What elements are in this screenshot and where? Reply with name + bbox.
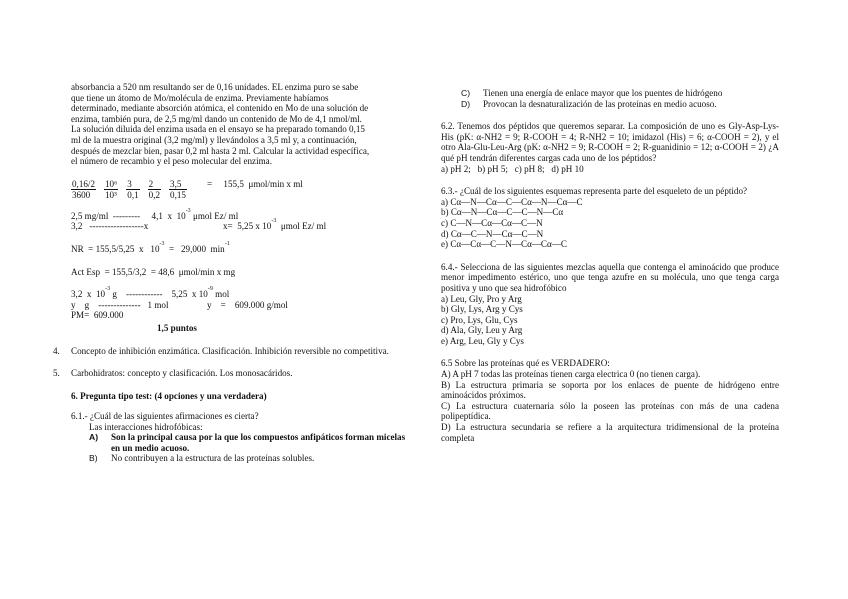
- question-6-5: [441, 358, 779, 443]
- pm-line: PM= 609.000: [71, 310, 124, 321]
- question-text: 6.1.- ¿Cuál de las siguientes afirmaciones es cierta?: [71, 411, 259, 422]
- question-6-2-options: a) pH 2; b) pH 5; c) pH 8; d) pH 10: [441, 163, 584, 174]
- calc-line: 2,5 mg/ml --------- 4,1 x 10 -3 μmol Ez/ ml: [71, 207, 239, 221]
- option: a) Leu, Gly, Pro y Arg: [441, 293, 522, 304]
- fraction: 2 0,2: [148, 178, 161, 201]
- option: e) Cα—Cα—C—N—Cα—Cα—C: [441, 239, 567, 250]
- answer-a: A) Son la principal causa por la que los compuestos anfipáticos forman micelas en un medio acuoso.: [89, 432, 406, 453]
- left-column: [53, 82, 407, 464]
- option: D) La estructura secundaria se refiere a la arquitectura tridimensional de la proteína completa: [441, 422, 779, 443]
- question-6-2: 6.2. Tenemos dos péptidos que queremos separar. La composición de uno es Gly-Asp-Lys-His (pK: α-NH2 = 9; R-COOH = 4; R-NH2 = 10; imidazol (His) = 6; α-COOH = 2), y el otro Ala-Glu-Leu-Arg (pK: α-NH2 = 9; R-COOH = 2; R-guanidinio = 12; α-COOH = 2) ¿A qué pH tendrán diferentes cargas cada uno de los péptidos?: [441, 121, 779, 163]
- item-4: 4. Concepto de inhibición enzimática. Clasificación. Inhibición reversible no competitiva.: [53, 345, 389, 356]
- answer-c: C) Tienen una energía de enlace mayor que los puentes de hidrógeno: [461, 88, 723, 98]
- option: d) Cα—C—N—Cα—C—N: [441, 228, 544, 239]
- nr-calc: NR = 155,5/5,25 x 10 -3 = 29,000 min -1: [71, 240, 230, 254]
- fraction: 0,16/2 3600: [72, 178, 95, 201]
- question-6-3: [441, 186, 779, 250]
- option: a) Cα—N—Cα—C—Cα—N—Cα—C: [441, 196, 583, 207]
- item-6: 6. Pregunta tipo test: (4 opciones y una verdadera): [71, 390, 267, 401]
- pm-line: y g -------------- 1 mol y = 609.000 g/mol: [71, 299, 288, 310]
- intro-line: que tiene un átomo de Mo/molécula de enzima. Previamente habíamos: [71, 92, 329, 103]
- fraction: 10⁶ 10³: [105, 178, 118, 201]
- intro-line: después de mezclar bien, pasar 0,2 ml hasta 2 ml. Calcular la actividad específica,: [71, 145, 370, 156]
- option: c) Pro, Lys, Glu, Cys: [441, 314, 518, 325]
- intro-line: enzima, también pura, de 2,5 mg/ml dando un contenido de Mo de 4,1 nmol/ml.: [71, 113, 362, 124]
- option: b) Cα—N—Cα—C—C—N—Cα: [441, 207, 564, 218]
- fraction: 3 0,1: [127, 178, 139, 201]
- points-label: 1,5 puntos: [157, 322, 197, 333]
- question-6-1: [71, 411, 407, 464]
- fraction-result: = 155,5 μmol/min x ml: [206, 178, 303, 189]
- question-text: 6.5 Sobre las proteínas qué es VERDADERO:: [441, 358, 610, 369]
- question-6-4: [441, 262, 779, 347]
- problem-intro: [71, 82, 407, 167]
- option: A) A pH 7 todas las proteínas tienen carga electrica 0 (no tienen carga).: [441, 369, 701, 380]
- option: B) La estructura primaria se soporta por los enlaces de puente de hidrógeno entre aminoácidos próximos.: [441, 379, 779, 401]
- act-esp-calc: Act Esp = 155,5/3,2 = 48,6 μmol/min x mg: [71, 266, 236, 277]
- option: e) Arg, Leu, Gly y Cys: [441, 335, 524, 346]
- calc-line: 3,2 ------------------x x= 5,25 x 10 -3 μmol Ez/ ml: [71, 218, 327, 232]
- intro-line: el número de recambio y el peso molecular del enzima.: [71, 156, 272, 167]
- question-text: 6.4.- Selecciona de las siguientes mezclas aquella que contenga el aminoácido que produce menor impedimento estérico, uno que tenga azufre en su molécula, uno que tenga carga positiva y uno que sea hidrofóbico: [441, 261, 779, 293]
- option: d) Ala, Gly, Leu y Arg: [441, 325, 523, 336]
- fraction-calculation: [71, 179, 407, 201]
- option: c) C—N—Cα—Cα—C—N: [441, 217, 543, 228]
- right-column: [441, 88, 779, 443]
- item-5: 5. Carbohidratos: concepto y clasificación. Los monosacáridos.: [53, 368, 293, 379]
- option: C) La estructura cuaternaria sólo la poseen las proteínas con más de una cadena polipeptídica.: [441, 400, 779, 422]
- answer-b: B) No contribuyen a la estructura de las proteínas solubles.: [89, 453, 315, 464]
- fraction: $\frac{3,5}{0,15}$: [170, 178, 186, 201]
- intro-line: La solución diluida del enzima usada en el ensayo se ha preparado tomando 0,15: [71, 124, 365, 135]
- question-text: 6.3.- ¿Cuál de los siguientes esquemas representa parte del esqueleto de un péptido?: [441, 186, 748, 197]
- pm-line: 3,2 x 10 -3 g ------------ 5,25 x 10 -9 mol: [71, 286, 230, 300]
- option: b) Gly, Lys, Arg y Cys: [441, 304, 523, 315]
- question-stem: Las interacciones hidrofóbicas:: [89, 421, 203, 432]
- intro-line: absorbancia a 520 nm resultando ser de 0,16 unidades. EL enzima puro se sabe: [71, 82, 359, 92]
- answer-d: D) Provocan la desnaturalización de las proteínas en medio acuoso.: [461, 98, 717, 109]
- intro-line: ml de la muestra original (3,2 mg/ml) y llevándolos a 3,5 ml y, a continuación,: [71, 134, 357, 145]
- intro-line: determinado, mediante absorción atómica, el contenido en Mo de una solución de: [71, 103, 369, 114]
